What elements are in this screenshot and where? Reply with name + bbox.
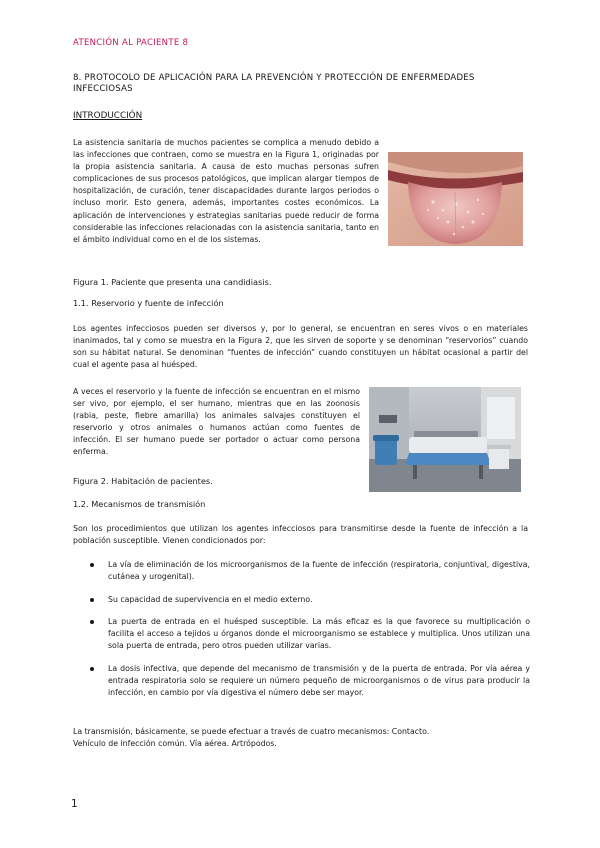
running-header: ATENCIÓN AL PACIENTE 8 — [73, 38, 189, 48]
closing-line-1: La transmisión, básicamente, se puede efectuar a través de cuatro mecanismos: Contacto. — [73, 727, 430, 736]
list-item-text: La dosis infectiva, que depende del mecanismo de transmisión y de la puerta de entrada. Por vía aérea y entrada respiratoria solo se requiere un número pequeño de microorganismos o de virus para producir la infección, en cambio por vía digestiva el número debe ser mayor. — [108, 664, 530, 698]
closing-text — [73, 726, 528, 750]
section-1-1-paragraph: Los agentes infecciosos pueden ser diversos y, por lo general, se encuentran en seres vivos o en materiales inanimados, tal y como se muestra en la Figura 2, que les sirven de soporte y se denominan “reservorios” cuando son su hábitat natural. Se denominan “fuentes de infección” cuando constituyen un hábitat ocasional a partir del cual el agente pasa al huésped. — [73, 324, 528, 370]
section-1-1-paragraph-2: A veces el reservorio y la fuente de infección se encuentran en el mismo ser vivo, por ejemplo, el ser humano, mientras que en las zoonosis (rabia, peste, fiebre amarilla) los animales salvajes constituyen el reservorio y otros animales o humanos actúan como fuentes de infección. El ser humano puede ser portador o actuar como persona enferma. — [73, 387, 360, 457]
transmission-factors-list — [90, 559, 530, 710]
section-1-2-paragraph: Son los procedimientos que utilizan los agentes infecciosos para transmitirse desde la fuente de infección a la población susceptible. Vienen condicionados por: — [73, 524, 528, 546]
list-item-text: La vía de eliminación de los microorganismos de la fuente de infección (respiratoria, conjuntival, digestiva, cutánea y urogenital). — [108, 560, 530, 582]
intro-paragraph: La asistencia sanitaria de muchos pacientes se complica a menudo debido a las infecciones que contraen, como se muestra en la Figura 1, originadas por la propia asistencia sanitaria. A causa de esto muchas personas sufren complicaciones de sus procesos patológicos, que implican alargar tiempos de hospitalización, de curación, tener discapacidades durante largos periodos o incluso morir. Esto genera, además, importantes costes económicos. La aplicación de intervenciones y estrategias sanitarias puede reducir de forma considerable las infecciones relacionadas con la asistencia sanitaria, tanto en el ámbito individual como en el de los sistemas. — [73, 138, 379, 244]
page-number: 1 — [71, 798, 78, 810]
list-item-text: Su capacidad de supervivencia en el medio externo. — [108, 594, 313, 604]
figure-2-caption: Figura 2. Habitación de pacientes. — [73, 476, 213, 486]
bullet-icon — [90, 620, 94, 624]
list-item — [90, 663, 530, 699]
list-item — [90, 616, 530, 652]
bullet-icon — [90, 598, 94, 602]
intro-heading: INTRODUCCIÓN — [73, 111, 143, 121]
figure-2-hospital-room-image — [369, 387, 521, 492]
bullet-icon — [90, 667, 94, 671]
list-item — [90, 594, 530, 606]
list-item — [90, 559, 530, 583]
bullet-icon — [90, 563, 94, 567]
list-item-text: La puerta de entrada en el huésped susceptible. La más eficaz es la que favorece su multiplicación o facilita el acceso a tejidos u órganos donde el microorganismo se establece y multiplica. Unos utilizan una sola puerta de entrada, pero otros pueden utilizar varias. — [108, 617, 530, 651]
figure-1-caption: Figura 1. Paciente que presenta una candidiasis. — [73, 277, 272, 287]
figure-1-candidiasis-image — [388, 152, 523, 246]
section-1-1-heading: 1.1. Reservorio y fuente de infección — [73, 298, 224, 308]
closing-line-2: Vehículo de infección común. Vía aérea. Artrópodos. — [73, 739, 277, 749]
section-1-2-heading: 1.2. Mecanismos de transmisión — [73, 499, 206, 509]
chapter-title: 8. PROTOCOLO DE APLICACIÓN PARA LA PREVENCIÓN Y PROTECCIÓN DE ENFERMEDADES INFECCIOSAS — [73, 73, 475, 94]
